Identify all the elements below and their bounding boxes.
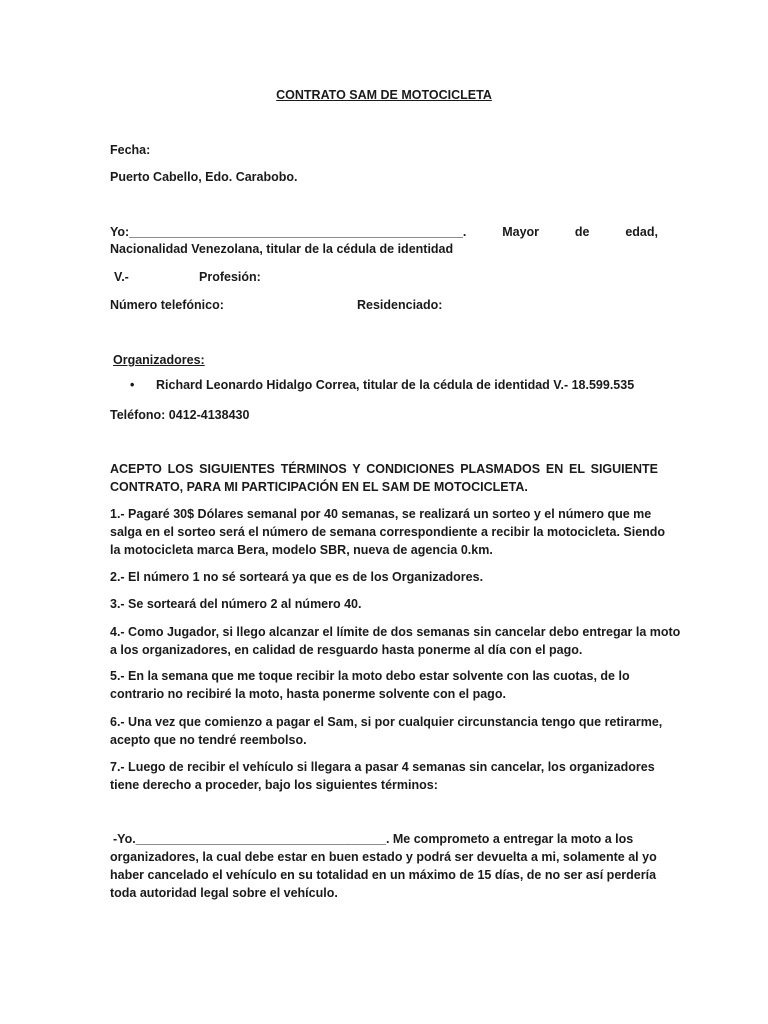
- yo-line: [110, 223, 658, 241]
- clause-4-line-2: a los organizadores, en calidad de resguardo hasta ponerme al día con el pago.: [110, 643, 583, 657]
- fecha-label: Fecha:: [110, 143, 151, 157]
- final-clause-line-3: haber cancelado el vehículo en su totalidad en un máximo de 15 días, de no ser así perdería: [110, 868, 657, 882]
- final-clause-line-1: -Yo.____________________________________. Me comprometo a entregar la moto a los: [113, 832, 634, 846]
- bullet-icon: •: [130, 378, 135, 392]
- clause-2-line-1: 2.- El número 1 no sé sorteará ya que es de los Organizadores.: [110, 570, 484, 584]
- clause-7-line-2: tiene derecho a proceder, bajo los siguientes términos:: [110, 778, 438, 792]
- residenciado-label: Residenciado:: [357, 298, 443, 312]
- de-word: de: [574, 225, 590, 239]
- clause-1-line-1: 1.- Pagaré 30$ Dólares semanal por 40 semanas, se realizará un sorteo y el número que me: [110, 507, 652, 521]
- organizador-telefono: Teléfono: 0412-4138430: [110, 408, 250, 422]
- clause-1-line-2: salga en el sorteo será el número de semana correspondiente a recibir la motocicleta. Siendo: [110, 525, 666, 539]
- clause-4-line-1: 4.- Como Jugador, si llego alcanzar el límite de dos semanas sin cancelar debo entregar la moto: [110, 625, 681, 639]
- organizadores-heading: Organizadores:: [113, 353, 205, 367]
- acepto-line-1: ACEPTO LOS SIGUIENTES TÉRMINOS Y CONDICIONES PLASMADOS EN EL SIGUIENTE: [110, 462, 658, 476]
- clause-6-line-2: acepto que no tendré reembolso.: [110, 733, 307, 747]
- clause-7-line-1: 7.- Luego de recibir el vehículo si llegara a pasar 4 semanas sin cancelar, los organizadores: [110, 760, 655, 774]
- clause-6-line-1: 6.- Una vez que comienzo a pagar el Sam, si por cualquier circunstancia tengo que retirarme,: [110, 715, 663, 729]
- clause-5-line-1: 5.- En la semana que me toque recibir la moto debo estar solvente con las cuotas, de lo: [110, 669, 630, 683]
- v-label: V.-: [114, 270, 129, 284]
- clause-3-line-1: 3.- Se sorteará del número 2 al número 40.: [110, 597, 362, 611]
- clause-5-line-2: contrario no recibiré la moto, hasta ponerme solvente con el pago.: [110, 687, 506, 701]
- telefono-label: Número telefónico:: [110, 298, 224, 312]
- organizador-item: Richard Leonardo Hidalgo Correa, titular de la cédula de identidad V.- 18.599.535: [156, 378, 635, 392]
- page-title: CONTRATO SAM DE MOTOCICLETA: [276, 88, 492, 102]
- final-clause-line-2: organizadores, la cual debe estar en buen estado y podrá ser devuelta a mi, solamente al yo: [110, 850, 657, 864]
- acepto-line-2: CONTRATO, PARA MI PARTICIPACIÓN EN EL SAM DE MOTOCICLETA.: [110, 480, 528, 494]
- clause-1-line-3: la motocicleta marca Bera, modelo SBR, nueva de agencia 0.km.: [110, 543, 493, 557]
- mayor-word: Mayor: [502, 225, 540, 239]
- edad-word: edad,: [625, 225, 658, 239]
- final-clause-line-4: toda autoridad legal sobre el vehículo.: [110, 886, 338, 900]
- profesion-label: Profesión:: [199, 270, 261, 284]
- nacionalidad-line: Nacionalidad Venezolana, titular de la cédula de identidad: [110, 242, 454, 256]
- location-text: Puerto Cabello, Edo. Carabobo.: [110, 170, 298, 184]
- yo-blank: Yo:________________________________________________.: [110, 225, 467, 239]
